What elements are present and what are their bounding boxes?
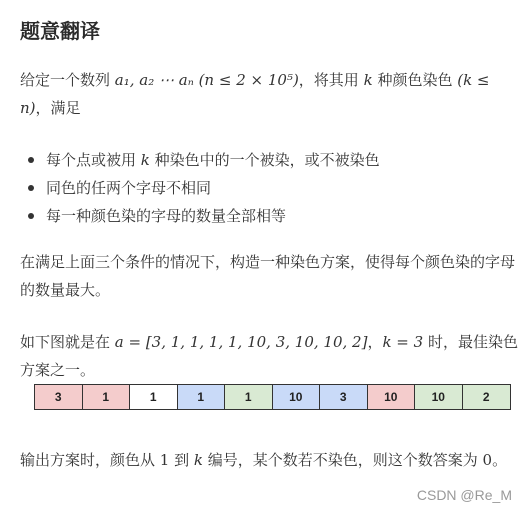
text: ，将其用 <box>298 71 364 89</box>
array-cell: 10 <box>415 385 463 409</box>
array-cell: 1 <box>178 385 226 409</box>
math-array: a = [3, 1, 1, 1, 1, 10, 3, 10, 10, 2] <box>114 333 368 351</box>
array-cell: 1 <box>225 385 273 409</box>
example-paragraph <box>20 328 520 384</box>
text: 到 <box>169 451 194 469</box>
page-title: 题意翻译 <box>20 19 100 43</box>
text: 给定一个数列 <box>20 71 115 89</box>
list-item: 同色的任两个字母不相同 <box>20 174 520 202</box>
array-cell: 1 <box>83 385 131 409</box>
text: 输出方案时，颜色从 <box>20 451 160 469</box>
text: ， <box>367 333 383 351</box>
math-k-value: k = 3 <box>382 333 424 351</box>
math-constraint: (n ≤ 2 × 10⁵) <box>198 71 299 89</box>
problem-statement <box>20 14 520 469</box>
text: 种染色中的一个被染，或不被染色 <box>149 151 380 169</box>
text: 编号，某个数若不染色，则这个数答案为 <box>202 451 483 469</box>
array-cell: 2 <box>463 385 511 409</box>
array-cell: 1 <box>130 385 178 409</box>
math-k: k <box>363 71 373 89</box>
math-k: k <box>193 451 203 469</box>
condition-list <box>20 146 520 230</box>
math-k-constraint: (k ≤ n) <box>20 71 490 117</box>
text: 。 <box>492 451 508 469</box>
text: 如下图就是在 <box>20 333 115 351</box>
math-sequence: a₁, a₂ ⋯ aₙ <box>114 71 194 89</box>
goal-paragraph: 在满足上面三个条件的情况下，构造一种染色方案，使得每个颜色染的字母的数量最大。 <box>20 253 516 299</box>
array-cell: 3 <box>320 385 368 409</box>
intro-paragraph <box>20 66 520 122</box>
coloring-example-diagram <box>34 384 511 410</box>
array-cell: 10 <box>273 385 321 409</box>
math-one: 1 <box>159 451 170 469</box>
text: 种颜色染色 <box>372 71 458 89</box>
text: 每个点或被用 <box>46 151 141 169</box>
math-zero: 0 <box>482 451 493 469</box>
text: ，满足 <box>35 99 81 117</box>
array-cell: 10 <box>368 385 416 409</box>
math-k: k <box>140 151 150 169</box>
list-item <box>20 146 520 174</box>
text: 时，最佳染色方案之一。 <box>20 333 518 379</box>
watermark: CSDN @Re_M <box>416 487 512 503</box>
list-item: 每一种颜色染的字母的数量全部相等 <box>20 202 520 230</box>
array-cell: 3 <box>35 385 83 409</box>
output-paragraph <box>20 446 520 474</box>
